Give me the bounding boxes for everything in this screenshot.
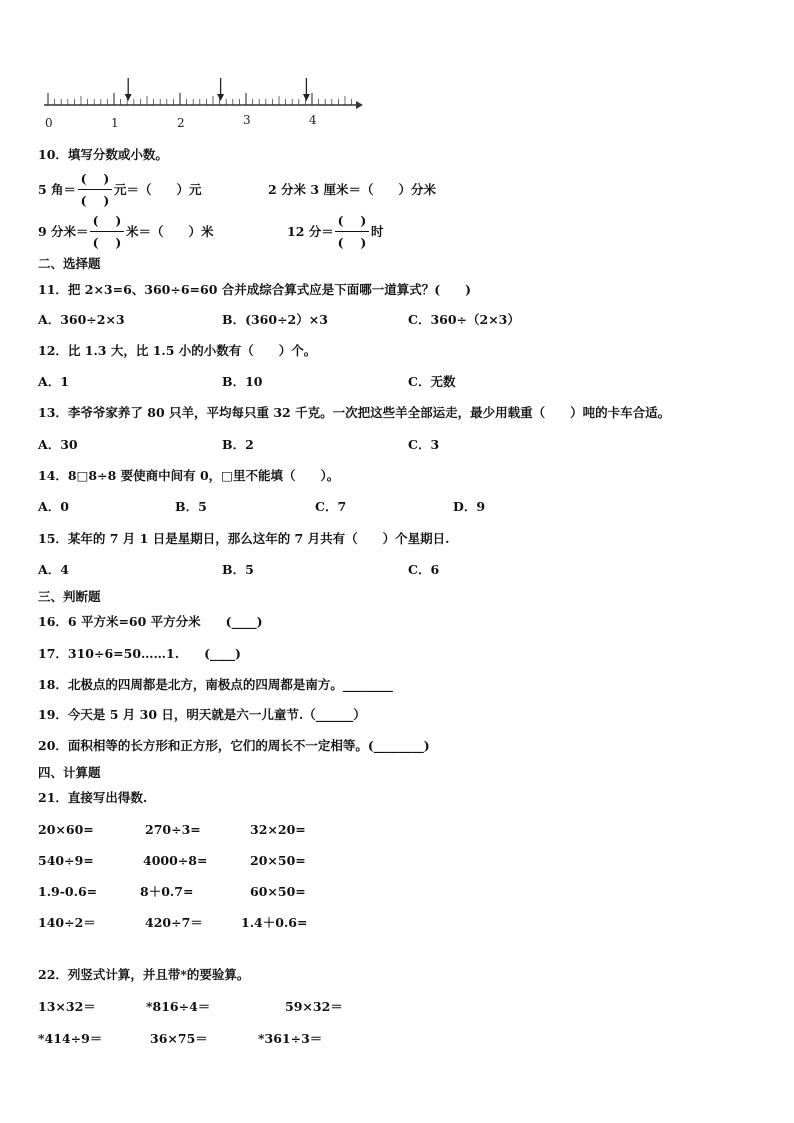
- q22-expr: *361÷3＝: [258, 1031, 323, 1046]
- q21-expr: 20×60=: [38, 822, 94, 837]
- q22-expr: *414÷9＝: [38, 1031, 103, 1046]
- q21-expr: 8＋0.7=: [140, 884, 194, 899]
- q21-title: 21．直接写出得数.: [38, 790, 148, 805]
- q22-title: 22．列竖式计算，并且带*的要验算。: [38, 967, 250, 982]
- q15-option-a: A．4: [38, 562, 69, 577]
- q21-expr: 20×50=: [250, 853, 306, 868]
- q20-text: 20．面积相等的长方形和正方形，它们的周长不一定相等。(________): [38, 738, 430, 753]
- q12-text: 12．比 1.3 大，比 1.5 小的小数有（ ）个。: [38, 343, 317, 358]
- q10-r2a-left: 9 分米＝: [38, 224, 89, 239]
- q21-expr: 1.9-0.6=: [38, 884, 98, 899]
- section-heading-judge: 三、判断题: [38, 589, 101, 604]
- q12-option-a: A．1: [38, 374, 69, 389]
- q10-r1a-left: 5 角＝: [38, 182, 77, 197]
- q15-option-c: C．6: [408, 562, 440, 577]
- q10-title: 10．填写分数或小数。: [38, 147, 168, 162]
- q21-expr: 540÷9=: [38, 853, 94, 868]
- q14-option-d: D．9: [453, 499, 486, 514]
- arrow-marker: [217, 78, 224, 101]
- q14-text: 14．8□8÷8 要使商中间有 0，□里不能填（ ）。: [38, 468, 340, 483]
- q13-text: 13．李爷爷家养了 80 只羊，平均每只重 32 千克。一次把这些羊全部运走，最少用载重（ ）吨的卡车合适。: [38, 405, 671, 420]
- arrow-marker: [125, 78, 132, 101]
- q11-option-c: C．360÷（2×3）: [408, 312, 520, 327]
- q10-r2b-left: 12 分＝: [287, 224, 334, 239]
- q14-option-a: A．0: [38, 499, 69, 514]
- q14-option-c: C．7: [315, 499, 347, 514]
- q10-r1b: 2 分米 3 厘米＝（ ）分米: [268, 182, 436, 197]
- q22-expr: 13×32＝: [38, 999, 96, 1014]
- fraction-bar: [90, 231, 124, 232]
- q22-expr: 36×75＝: [150, 1031, 208, 1046]
- number-line-label: 1: [111, 116, 119, 130]
- fraction-bar: [78, 189, 112, 190]
- q21-expr: 1.4＋0.6=: [241, 915, 308, 930]
- q11-option-a: A．360÷2×3: [38, 312, 125, 327]
- number-line: [0, 0, 794, 140]
- fraction-bar: [335, 231, 369, 232]
- q11-option-b: B．(360÷2）×3: [222, 312, 328, 327]
- q21-expr: 32×20=: [250, 822, 306, 837]
- q21-expr: 270÷3=: [145, 822, 201, 837]
- q10-r2a-right: 米＝（ ）米: [126, 224, 214, 239]
- fraction-denominator: ( ): [92, 235, 122, 250]
- fraction-numerator: ( ): [92, 213, 122, 228]
- q14-option-b: B．5: [175, 499, 207, 514]
- q17-text: 17．310÷6=50……1. (____): [38, 646, 241, 661]
- fraction-numerator: ( ): [337, 213, 367, 228]
- q10-fraction-3: [335, 212, 369, 251]
- q22-expr: 59×32＝: [285, 999, 343, 1014]
- q12-option-b: B．10: [222, 374, 263, 389]
- fraction-denominator: ( ): [337, 235, 367, 250]
- q21-expr: 140÷2＝: [38, 915, 96, 930]
- q21-expr: 4000÷8=: [143, 853, 208, 868]
- number-line-label: 4: [309, 113, 317, 127]
- q13-option-b: B．2: [222, 437, 254, 452]
- fraction-denominator: ( ): [80, 193, 110, 208]
- q15-option-b: B．5: [222, 562, 254, 577]
- number-line-label: 2: [177, 116, 185, 130]
- q15-text: 15．某年的 7 月 1 日是星期日，那么这年的 7 月共有（ ）个星期日.: [38, 531, 450, 546]
- q21-expr: 60×50=: [250, 884, 306, 899]
- arrow-marker: [303, 78, 310, 101]
- number-line-label: 3: [243, 113, 251, 127]
- q11-text: 11．把 2×3=6、360÷6=60 合并成综合算式应是下面哪一道算式？( ): [38, 282, 472, 297]
- number-line-label: 0: [45, 116, 53, 130]
- section-heading-choice: 二、选择题: [38, 256, 101, 271]
- number-line-arrowhead: [356, 101, 363, 109]
- q21-expr: 420÷7＝: [145, 915, 203, 930]
- q22-expr: *816÷4＝: [146, 999, 211, 1014]
- fraction-numerator: ( ): [80, 171, 110, 186]
- q18-text: 18．北极点的四周都是北方，南极点的四周都是南方。________: [38, 677, 393, 692]
- q12-option-c: C．无数: [408, 374, 456, 389]
- q10-r2b-right: 时: [371, 224, 384, 239]
- q16-text: 16．6 平方米=60 平方分米 (____): [38, 614, 263, 629]
- q13-option-c: C．3: [408, 437, 440, 452]
- q10-fraction-2: [90, 212, 124, 251]
- q10-fraction-1: [78, 170, 112, 209]
- q13-option-a: A．30: [38, 437, 78, 452]
- section-heading-calc: 四、计算题: [38, 765, 101, 780]
- q10-r1a-right: 元＝（ ）元: [114, 182, 202, 197]
- q19-text: 19．今天是 5 月 30 日，明天就是六一儿童节.（______）: [38, 707, 366, 722]
